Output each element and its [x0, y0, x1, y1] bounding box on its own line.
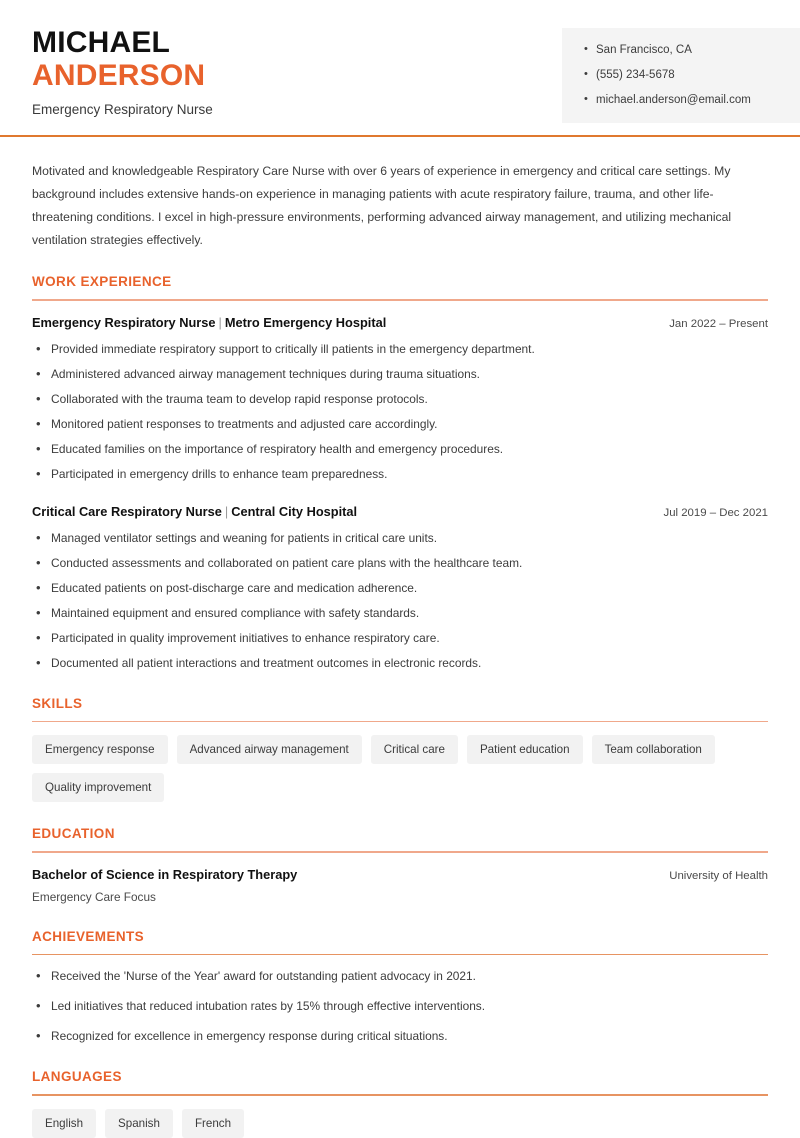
bullet-item: • Maintained equipment and ensured compliance with safety standards. — [32, 605, 768, 622]
first-name: MICHAEL — [32, 26, 171, 59]
job-title: Emergency Respiratory Nurse — [32, 102, 213, 117]
bullet-item: • Conducted assessments and collaborated on patient care plans with the healthcare team. — [32, 555, 768, 572]
name-block — [32, 26, 213, 118]
skill-chip: Critical care — [371, 735, 458, 764]
section-title-achievements: ACHIEVEMENTS — [32, 928, 145, 944]
section-skills — [32, 696, 768, 803]
section-education — [32, 826, 768, 906]
work-entry-head — [32, 314, 768, 333]
bullet-item: • Administered advanced airway management techniques during trauma situations. — [32, 366, 768, 383]
bullet-item: • Recognized for excellence in emergency response during critical situations. — [32, 1028, 768, 1045]
contact-item-email[interactable]: • michael.anderson@email.com — [584, 88, 800, 113]
section-rule — [32, 299, 768, 301]
skill-chip: Advanced airway management — [177, 735, 362, 764]
work-entry-role: Critical Care Respiratory Nurse — [32, 503, 222, 519]
work-entry-title — [32, 314, 386, 332]
work-entry-head — [32, 503, 768, 522]
work-entry-date: Jan 2022 – Present — [669, 317, 768, 330]
bullet-item: • Monitored patient responses to treatments and adjusted care accordingly. — [32, 416, 768, 433]
work-entry-role: Emergency Respiratory Nurse — [32, 314, 216, 330]
language-chip: Spanish — [105, 1109, 173, 1138]
work-entry — [32, 503, 768, 672]
education-focus: Emergency Care Focus — [32, 889, 156, 904]
bullet-item: • Led initiatives that reduced intubation rates by 15% through effective interventions. — [32, 998, 768, 1015]
section-rule — [32, 851, 768, 853]
bullet-item: • Documented all patient interactions and treatment outcomes in electronic records. — [32, 655, 768, 672]
title-separator: | — [218, 314, 222, 330]
education-entry-head — [32, 866, 768, 885]
section-rule — [32, 721, 768, 723]
skill-chip: Emergency response — [32, 735, 168, 764]
education-degree: Bachelor of Science in Respiratory Therapy — [32, 866, 298, 882]
section-rule — [32, 1094, 768, 1096]
contact-box — [562, 28, 800, 123]
bullet-item: • Participated in quality improvement initiatives to enhance respiratory care. — [32, 630, 768, 647]
bullet-item: • Participated in emergency drills to enhance team preparedness. — [32, 466, 768, 483]
section-title-languages: LANGUAGES — [32, 1069, 122, 1085]
section-work-experience — [32, 274, 768, 672]
bullet-item: • Provided immediate respiratory support to critically ill patients in the emergency department. — [32, 341, 768, 358]
section-achievements — [32, 929, 768, 1046]
work-entry-date: Jul 2019 – Dec 2021 — [663, 506, 768, 519]
skills-chip-list — [32, 735, 768, 802]
work-entry-bullets — [32, 530, 768, 672]
title-separator: | — [224, 503, 229, 519]
last-name: ANDERSON — [32, 59, 206, 92]
bullet-item: • Educated families on the importance of respiratory health and emergency procedures. — [32, 441, 768, 458]
achievements-bullets — [32, 968, 768, 1045]
professional-summary: Motivated and knowledgeable Respiratory Care Nurse with over 6 years of experience in emergency and critical care settings. My background includes extensive hands-on experience in managing patients with acute respiratory failure, trauma, and other life-threatening conditions. I excel in high-pressure environments, performing advanced airway management, and utilizing mechanical ventilation strategies effectively. — [32, 164, 732, 247]
language-chip: English — [32, 1109, 96, 1138]
section-languages — [32, 1069, 768, 1138]
header-divider — [0, 135, 800, 137]
work-entry-organization: Central City Hospital — [231, 503, 358, 519]
skill-chip: Patient education — [467, 735, 583, 764]
work-entry-bullets — [32, 341, 768, 483]
bullet-item: • Educated patients on post-discharge care and medication adherence. — [32, 580, 768, 597]
skill-chip: Quality improvement — [32, 773, 164, 802]
education-institution: University of Health — [669, 869, 768, 882]
contact-item-phone[interactable]: • (555) 234-5678 — [584, 63, 800, 88]
section-title-education: EDUCATION — [32, 826, 115, 842]
section-rule — [32, 954, 768, 956]
section-title-skills: SKILLS — [32, 695, 83, 711]
skill-chip: Team collaboration — [592, 735, 715, 764]
education-entry — [32, 866, 768, 906]
work-entry-title — [32, 503, 357, 521]
work-entry — [32, 314, 768, 483]
bullet-item: • Managed ventilator settings and weaning for patients in critical care units. — [32, 530, 768, 547]
resume-content — [0, 136, 800, 1138]
languages-chip-list — [32, 1109, 768, 1138]
language-chip: French — [182, 1109, 244, 1138]
resume-header — [0, 0, 800, 136]
contact-list — [584, 38, 800, 113]
work-entry-organization: Metro Emergency Hospital — [224, 314, 387, 330]
bullet-item: • Collaborated with the trauma team to develop rapid response protocols. — [32, 391, 768, 408]
bullet-item: • Received the 'Nurse of the Year' award for outstanding patient advocacy in 2021. — [32, 968, 768, 985]
section-title-work-experience: WORK EXPERIENCE — [32, 274, 172, 289]
contact-item-location: • San Francisco, CA — [584, 38, 800, 63]
